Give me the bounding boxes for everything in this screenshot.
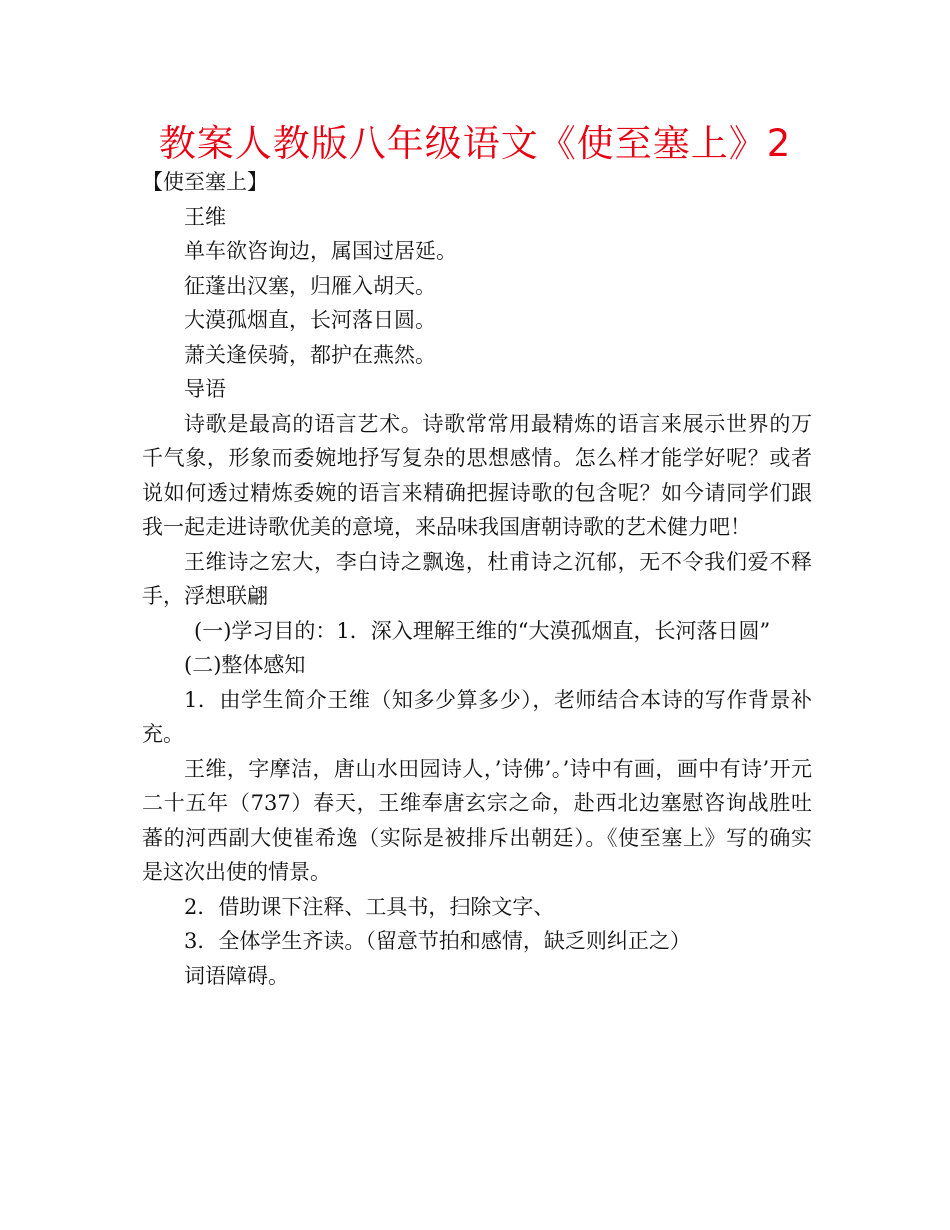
intro-heading: 导语 [184,377,226,401]
background-paragraph: 王维，字摩洁，唐山水田园诗人，’诗佛’。’诗中有画，画中有诗’开元二十五年（737）春天，王维奉唐玄宗之命，赴西北边塞慰咨询战胜吐蕃的河西副大使崔希逸（实际是被排斥出朝廷）。《使至塞上》写的确实是这次出使的情景。 [142,756,812,884]
poet-name: 王维 [184,204,226,229]
poem-line: 单车欲咨询边，属国过居延。 [184,239,457,263]
poem-heading: 【使至塞上】 [142,170,268,194]
perception-heading: (二)整体感知 [184,653,306,677]
intro-paragraph: 诗歌是最高的语言艺术。诗歌常常用最精炼的语言来展示世界的万千气象，形象而委婉地抒写复杂的思想感情。怎么样才能学好呢？或者说如何透过精炼委婉的语言来精确把握诗歌的包含呢？如今请同学们跟我一起走进诗歌优美的意境，来品味我国唐朝诗歌的艺术健力吧！ [142,411,812,539]
document-body [142,165,812,993]
step1-paragraph: 1．由学生简介王维（知多少算多少），老师结合本诗的写作背景补充。 [142,687,812,746]
poem-line: 征蓬出汉塞，归雁入胡天。 [184,273,436,298]
step3-line: 3．全体学生齐读。（留意节拍和感情，缺乏则纠正之） [184,929,691,953]
poem-line: 萧关逢侯骑，都护在燕然。 [184,342,436,367]
poets-paragraph: 王维诗之宏大，李白诗之飘逸，杜甫诗之沉郁，无不令我们爱不释手，浮想联翩 [142,549,812,608]
vocab-line: 词语障碍。 [184,963,289,988]
poem-line: 大漠孤烟直，长河落日圆。 [184,308,436,332]
document-title: 教案人教版八年级语文《使至塞上》2 [158,122,792,165]
step2-line: 2．借助课下注释、工具书，扫除文字、 [184,894,555,919]
objective-paragraph: (一)学习目的：1．深入理解王维的“大漠孤烟直，长河落日圆” [194,618,771,643]
